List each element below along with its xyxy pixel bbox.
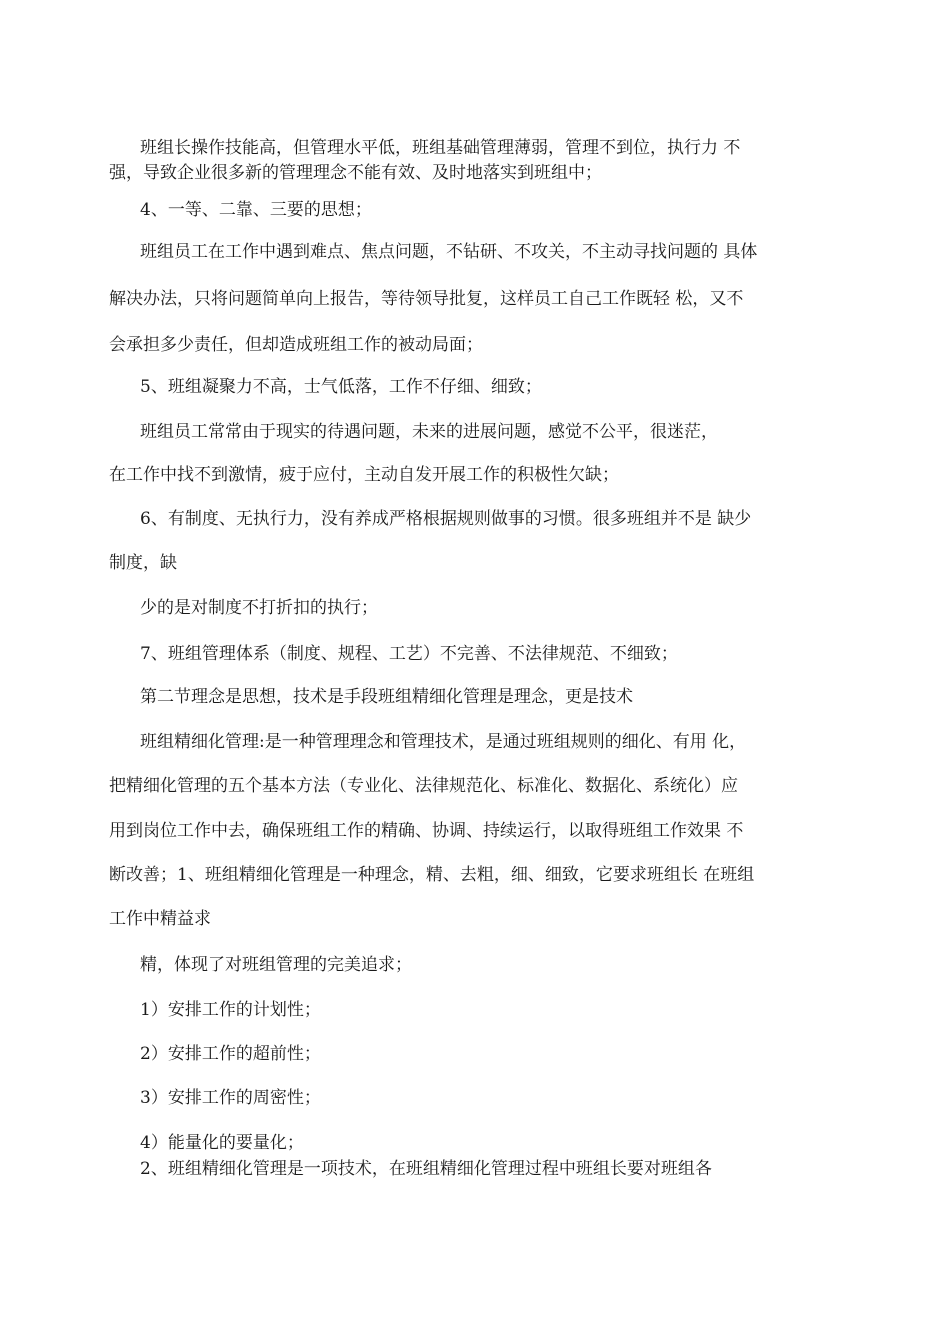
text-line: 少的是对制度不打折扣的执行； bbox=[140, 598, 378, 618]
list-item: 2）安排工作的超前性； bbox=[140, 1044, 321, 1064]
text-line: 班组精细化管理:是一种管理理念和管理技术，是通过班组规则的细化、有用 化， bbox=[140, 732, 747, 752]
text-line: 班组员工常常由于现实的待遇问题，未来的进展问题，感觉不公平，很迷茫， bbox=[140, 422, 718, 442]
text-line: 制度，缺 bbox=[109, 553, 177, 573]
text-line: 班组长操作技能高，但管理水平低，班组基础管理薄弱，管理不到位，执行力 不 bbox=[140, 138, 741, 158]
list-item: 3）安排工作的周密性； bbox=[140, 1088, 321, 1108]
text-line: 班组员工在工作中遇到难点、焦点问题，不钻研、不攻关，不主动寻找问题的 具体 bbox=[140, 242, 758, 262]
list-item: 5、班组凝聚力不高，士气低落，工作不仔细、细致； bbox=[140, 377, 542, 397]
list-item: 2、班组精细化管理是一项技术，在班组精细化管理过程中班组长要对班组各 bbox=[140, 1159, 712, 1179]
text-line: 用到岗位工作中去，确保班组工作的精确、协调、持续运行，以取得班组工作效果 不 bbox=[109, 821, 744, 841]
text-line: 把精细化管理的五个基本方法（专业化、法律规范化、标准化、数据化、系统化）应 bbox=[109, 776, 738, 796]
list-item: 1）安排工作的计划性； bbox=[140, 1000, 321, 1020]
text-line: 在工作中找不到激情，疲于应付，主动自发开展工作的积极性欠缺； bbox=[109, 465, 619, 485]
list-item: 4、一等、二靠、三要的思想； bbox=[140, 200, 372, 220]
list-item: 6、有制度、无执行力，没有养成严格根据规则做事的习惯。很多班组并不是 缺少 bbox=[140, 509, 752, 529]
text-line: 精，体现了对班组管理的完美追求； bbox=[140, 955, 412, 975]
text-line: 会承担多少责任，但却造成班组工作的被动局面； bbox=[109, 335, 483, 355]
section-heading: 第二节理念是思想，技术是手段班组精细化管理是理念，更是技术 bbox=[140, 687, 633, 707]
list-item: 4）能量化的要量化； bbox=[140, 1133, 304, 1153]
text-line: 工作中精益求 bbox=[109, 909, 211, 929]
list-item: 7、班组管理体系（制度、规程、工艺）不完善、不法律规范、不细致； bbox=[140, 644, 678, 664]
text-line: 断改善；1、班组精细化管理是一种理念，精、去粗，细、细致，它要求班组长 在班组 bbox=[109, 865, 755, 885]
text-line: 解决办法，只将问题简单向上报告，等待领导批复，这样员工自己工作既轻 松，又不 bbox=[109, 289, 744, 309]
text-line: 强，导致企业很多新的管理理念不能有效、及时地落实到班组中； bbox=[109, 163, 602, 183]
